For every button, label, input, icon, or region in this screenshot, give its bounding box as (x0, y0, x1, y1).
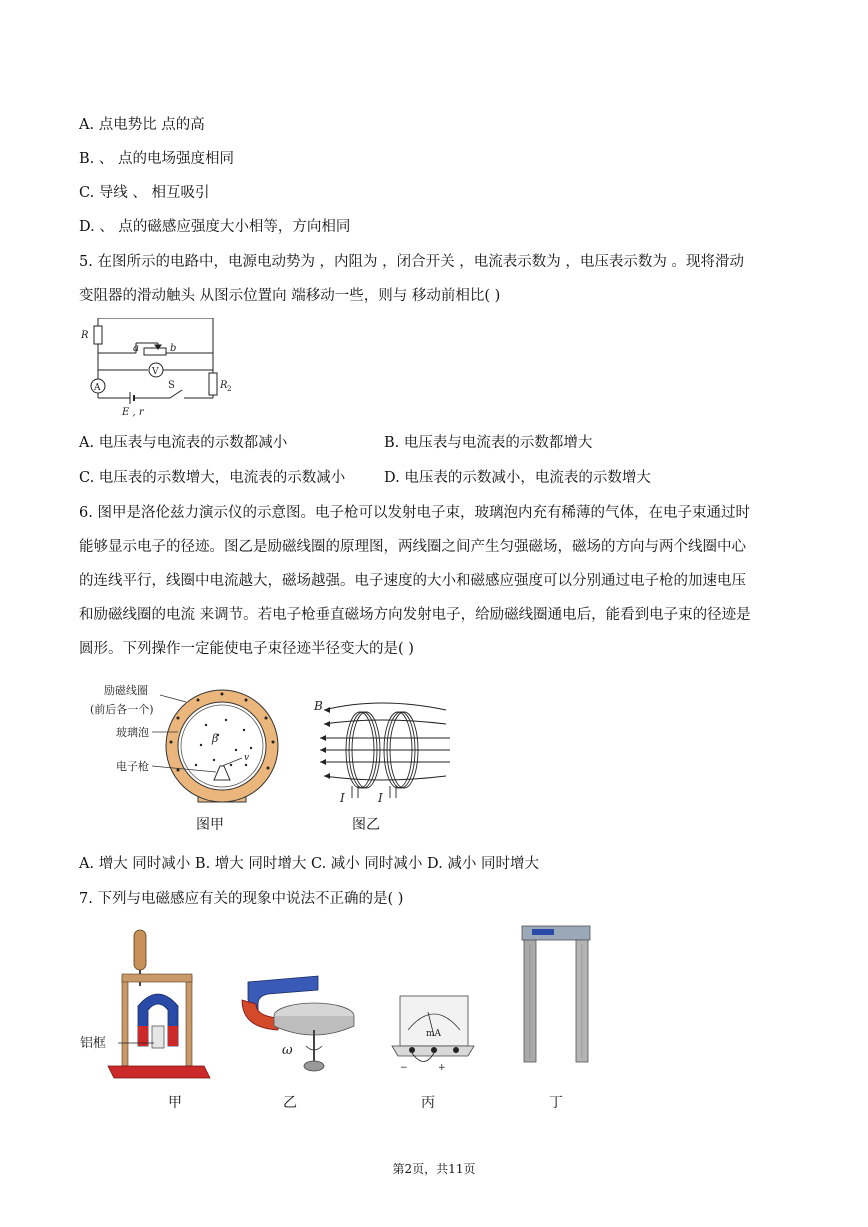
label-i-right: I (378, 791, 383, 803)
svg-text:−: − (400, 1063, 408, 1073)
label-i-left: I (340, 791, 345, 803)
label-omega: ω (282, 1043, 293, 1058)
q7-stem: 7. 下列与电磁感应有关的现象中说法不正确的是( ) (79, 891, 404, 907)
caption-q7-ding: 丁 (549, 1095, 563, 1111)
q5-option-c: C. 电压表的示数增大，电流表的示数减小 (79, 470, 346, 486)
q7-fig-yi (238, 970, 368, 1080)
q6-stem-line3: 的连线平行，线圈中电流越大，磁场越强。电子速度的大小和磁感应强度可以分别通过电子枪的加速电压 (79, 573, 746, 589)
q4-option-a: A. 点电势比 点的高 (79, 117, 205, 133)
label-bulb: 玻璃泡 (116, 726, 149, 739)
lorentz-demo-figure (86, 680, 286, 815)
label-lvkuang: 铝框 (80, 1036, 107, 1051)
circuit-label-er: E , r (122, 407, 144, 418)
label-gun: 电子枪 (116, 760, 149, 773)
q7-fig-ding (518, 920, 594, 1070)
q7-fig-jia (78, 926, 218, 1086)
caption-q7-jia: 甲 (168, 1095, 182, 1111)
q5-option-b: B. 电压表与电流表的示数都增大 (384, 435, 593, 451)
caption-jia: 图甲 (196, 817, 224, 833)
q5-stem-line1: 5. 在图所示的电路中，电源电动势为 ，内阻为 ，闭合开关 ，电流表示数为 ，电压表示数为 。现将滑动 (79, 254, 744, 270)
circuit-label-a: a (133, 343, 139, 354)
circuit-label-v: V (152, 367, 159, 377)
label-beta: β (212, 732, 219, 745)
circuit-label-r2: R (220, 380, 228, 391)
circuit-label-ammeter: A (94, 383, 101, 393)
caption-q7-bing: 丙 (421, 1095, 435, 1111)
q4-option-b: B. 、 点的电场强度相同 (79, 151, 234, 167)
q5-stem-line2: 变阻器的滑动触头 从图示位置向 端移动一些，则与 移动前相比( ) (79, 288, 501, 304)
q5-circuit-diagram (78, 318, 238, 420)
label-b: B (314, 699, 323, 713)
circuit-label-r1: R (81, 330, 89, 341)
page-footer: 第2页，共11页 (392, 1162, 476, 1176)
svg-text:+: + (438, 1063, 446, 1073)
q6-stem-line5: 圆形。下列操作一定能使电子束径迹半径变大的是( ) (79, 641, 414, 657)
circuit-label-r2-sub: 2 (227, 385, 232, 393)
circuit-label-b: b (170, 343, 177, 354)
q6-stem-line4: 和励磁线圈的电流 来调节。若电子枪垂直磁场方向发射电子，给励磁线圈通电后，能看到电子束的径迹是 (79, 607, 751, 623)
q4-option-c: C. 导线 、 相互吸引 (79, 185, 210, 201)
caption-yi: 图乙 (352, 817, 380, 833)
q4-option-d: D. 、 点的磁感应强度大小相等，方向相同 (79, 219, 351, 235)
helmholtz-coil-figure (310, 698, 460, 803)
label-ma: mA (426, 1029, 442, 1039)
circuit-label-s: S (168, 380, 175, 391)
label-coil-note: (前后各一个) (90, 703, 154, 716)
q7-fig-bing (388, 990, 478, 1075)
q6-options: A. 增大 同时减小 B. 增大 同时增大 C. 减小 同时减小 D. 减小 同时增大 (79, 856, 539, 872)
q6-stem-line1: 6. 图甲是洛伦兹力演示仪的示意图。电子枪可以发射电子束，玻璃泡内充有稀薄的气体，在电子束通过时 (79, 505, 750, 521)
label-coil: 励磁线圈 (104, 684, 148, 697)
label-v: v (244, 753, 250, 763)
q5-option-d: D. 电压表的示数减小，电流表的示数增大 (384, 470, 651, 486)
caption-q7-yi: 乙 (283, 1095, 297, 1111)
q6-stem-line2: 能够显示电子的径迹。图乙是励磁线圈的原理图，两线圈之间产生匀强磁场，磁场的方向与两个线圈中心 (79, 539, 746, 555)
q5-option-a: A. 电压表与电流表的示数都减小 (79, 435, 288, 451)
